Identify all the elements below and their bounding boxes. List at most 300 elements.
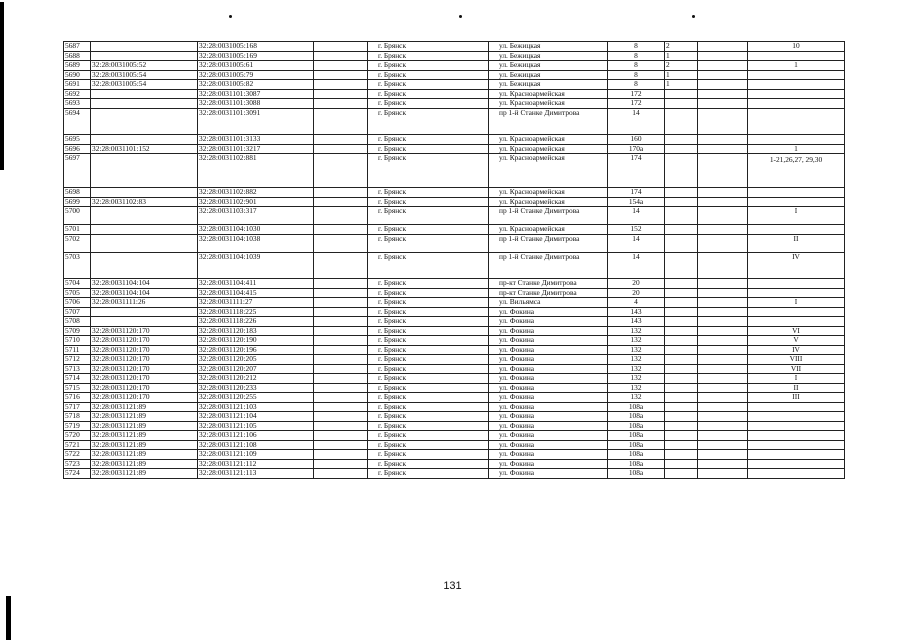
empty-cell: [698, 364, 748, 374]
premises-number: [748, 80, 845, 90]
empty-cell: [314, 459, 368, 469]
house-number: 160: [608, 135, 665, 145]
premises-number: VI: [748, 326, 845, 336]
empty-cell: [314, 99, 368, 109]
register-table: [63, 41, 845, 479]
empty-cell: [314, 197, 368, 207]
table-row: [64, 326, 845, 336]
unit-cell: [665, 402, 698, 412]
parent-cadastral-number: 32:28:0031121:89: [91, 421, 198, 431]
unit-cell: [665, 459, 698, 469]
unit-cell: [665, 108, 698, 135]
empty-cell: [698, 336, 748, 346]
street: ул. Фокина: [489, 307, 608, 317]
city: г. Брянск: [368, 70, 489, 80]
cadastral-number: 32:28:0031121:106: [198, 431, 314, 441]
premises-number: I: [748, 374, 845, 384]
premises-number: [748, 421, 845, 431]
premises-number: III: [748, 393, 845, 403]
city: г. Брянск: [368, 234, 489, 252]
cadastral-number: 32:28:0031102:882: [198, 188, 314, 198]
table-row: [64, 402, 845, 412]
parent-cadastral-number: 32:28:0031120:170: [91, 326, 198, 336]
street: пр 1-й Станке Димитрова: [489, 207, 608, 225]
empty-cell: [698, 450, 748, 460]
unit-cell: 2: [665, 42, 698, 52]
unit-cell: [665, 326, 698, 336]
empty-cell: [698, 51, 748, 61]
unit-cell: [665, 252, 698, 279]
unit-cell: [665, 144, 698, 154]
empty-cell: [314, 234, 368, 252]
street: ул. Красноармейская: [489, 135, 608, 145]
table-row: [64, 80, 845, 90]
table-row: [64, 459, 845, 469]
unit-cell: [665, 345, 698, 355]
parent-cadastral-number: 32:28:0031005:54: [91, 80, 198, 90]
house-number: 108а: [608, 469, 665, 479]
unit-cell: [665, 364, 698, 374]
row-number: 5710: [64, 336, 91, 346]
empty-cell: [698, 197, 748, 207]
table-row: [64, 307, 845, 317]
row-number: 5699: [64, 197, 91, 207]
street: пр 1-й Станке Димитрова: [489, 252, 608, 279]
empty-cell: [698, 144, 748, 154]
table-row: [64, 51, 845, 61]
street: ул. Фокина: [489, 450, 608, 460]
empty-cell: [314, 307, 368, 317]
page-number: 131: [443, 580, 462, 592]
empty-cell: [698, 188, 748, 198]
parent-cadastral-number: 32:28:0031120:170: [91, 345, 198, 355]
unit-cell: 1: [665, 51, 698, 61]
cadastral-number: 32:28:0031121:104: [198, 412, 314, 422]
empty-cell: [698, 374, 748, 384]
row-number: 5696: [64, 144, 91, 154]
row-number: 5724: [64, 469, 91, 479]
table-row: [64, 188, 845, 198]
unit-cell: [665, 440, 698, 450]
unit-cell: [665, 336, 698, 346]
house-number: 143: [608, 317, 665, 327]
house-number: 132: [608, 336, 665, 346]
unit-cell: [665, 431, 698, 441]
table-row: [64, 108, 845, 135]
premises-number: [748, 459, 845, 469]
parent-cadastral-number: [91, 234, 198, 252]
unit-cell: [665, 234, 698, 252]
empty-cell: [314, 207, 368, 225]
empty-cell: [698, 326, 748, 336]
city: г. Брянск: [368, 364, 489, 374]
table-row: [64, 70, 845, 80]
empty-cell: [314, 80, 368, 90]
parent-cadastral-number: 32:28:0031120:170: [91, 336, 198, 346]
row-number: 5705: [64, 288, 91, 298]
table-row: [64, 374, 845, 384]
cadastral-number: 32:28:0031101:3087: [198, 89, 314, 99]
empty-cell: [314, 288, 368, 298]
cadastral-number: 32:28:0031121:109: [198, 450, 314, 460]
house-number: 14: [608, 108, 665, 135]
unit-cell: [665, 421, 698, 431]
premises-number: V: [748, 336, 845, 346]
row-number: 5722: [64, 450, 91, 460]
row-number: 5720: [64, 431, 91, 441]
house-number: 8: [608, 61, 665, 71]
house-number: 14: [608, 252, 665, 279]
city: г. Брянск: [368, 421, 489, 431]
empty-cell: [698, 412, 748, 422]
row-number: 5715: [64, 383, 91, 393]
street: ул. Бежицкая: [489, 51, 608, 61]
city: г. Брянск: [368, 307, 489, 317]
empty-cell: [698, 61, 748, 71]
table-row: [64, 61, 845, 71]
empty-cell: [314, 279, 368, 289]
cadastral-number: 32:28:0031121:113: [198, 469, 314, 479]
row-number: 5697: [64, 154, 91, 188]
parent-cadastral-number: [91, 135, 198, 145]
street: ул. Фокина: [489, 345, 608, 355]
house-number: 8: [608, 80, 665, 90]
cadastral-number: 32:28:0031102:901: [198, 197, 314, 207]
scan-speck: [692, 15, 695, 18]
empty-cell: [698, 89, 748, 99]
unit-cell: [665, 188, 698, 198]
parent-cadastral-number: 32:28:0031121:89: [91, 450, 198, 460]
city: г. Брянск: [368, 355, 489, 365]
premises-number: [748, 99, 845, 109]
table-row: [64, 440, 845, 450]
city: г. Брянск: [368, 144, 489, 154]
premises-number: II: [748, 234, 845, 252]
table-row: [64, 317, 845, 327]
house-number: 8: [608, 42, 665, 52]
empty-cell: [314, 61, 368, 71]
parent-cadastral-number: 32:28:0031104:104: [91, 288, 198, 298]
row-number: 5702: [64, 234, 91, 252]
row-number: 5711: [64, 345, 91, 355]
house-number: 108а: [608, 412, 665, 422]
cadastral-number: 32:28:0031102:881: [198, 154, 314, 188]
cadastral-number: 32:28:0031104:1030: [198, 225, 314, 235]
table-row: [64, 234, 845, 252]
street: пр 1-й Станке Димитрова: [489, 108, 608, 135]
cadastral-number: 32:28:0031104:1039: [198, 252, 314, 279]
cadastral-number: 32:28:0031005:168: [198, 42, 314, 52]
city: г. Брянск: [368, 207, 489, 225]
empty-cell: [314, 70, 368, 80]
city: г. Брянск: [368, 393, 489, 403]
house-number: 108а: [608, 440, 665, 450]
empty-cell: [314, 144, 368, 154]
premises-number: [748, 450, 845, 460]
premises-number: I: [748, 298, 845, 308]
cadastral-number: 32:28:0031120:205: [198, 355, 314, 365]
street: ул. Фокина: [489, 355, 608, 365]
unit-cell: [665, 317, 698, 327]
empty-cell: [314, 421, 368, 431]
street: ул. Фокина: [489, 317, 608, 327]
table-row: [64, 393, 845, 403]
empty-cell: [314, 317, 368, 327]
cadastral-number: 32:28:0031120:212: [198, 374, 314, 384]
parent-cadastral-number: 32:28:0031121:89: [91, 402, 198, 412]
house-number: 132: [608, 383, 665, 393]
parent-cadastral-number: 32:28:0031121:89: [91, 469, 198, 479]
parent-cadastral-number: 32:28:0031121:89: [91, 412, 198, 422]
house-number: 172: [608, 99, 665, 109]
scan-speck: [459, 15, 462, 18]
row-number: 5695: [64, 135, 91, 145]
unit-cell: 1: [665, 80, 698, 90]
empty-cell: [314, 345, 368, 355]
city: г. Брянск: [368, 279, 489, 289]
row-number: 5712: [64, 355, 91, 365]
table-row: [64, 252, 845, 279]
table-row: [64, 469, 845, 479]
empty-cell: [314, 402, 368, 412]
city: г. Брянск: [368, 51, 489, 61]
premises-number: 1: [748, 61, 845, 71]
cadastral-number: 32:28:0031103:317: [198, 207, 314, 225]
empty-cell: [314, 154, 368, 188]
register-table-body: [64, 42, 845, 479]
table-row: [64, 225, 845, 235]
scan-speck: [229, 15, 232, 18]
cadastral-number: 32:28:0031005:79: [198, 70, 314, 80]
street: пр 1-й Станке Димитрова: [489, 234, 608, 252]
city: г. Брянск: [368, 459, 489, 469]
empty-cell: [698, 431, 748, 441]
city: г. Брянск: [368, 317, 489, 327]
parent-cadastral-number: [91, 225, 198, 235]
cadastral-number: 32:28:0031120:183: [198, 326, 314, 336]
premises-number: [748, 288, 845, 298]
street: ул. Фокина: [489, 383, 608, 393]
city: г. Брянск: [368, 383, 489, 393]
city: г. Брянск: [368, 298, 489, 308]
street: ул. Бежицкая: [489, 70, 608, 80]
parent-cadastral-number: [91, 154, 198, 188]
street: ул. Фокина: [489, 393, 608, 403]
street: ул. Фокина: [489, 374, 608, 384]
parent-cadastral-number: [91, 108, 198, 135]
street: ул. Красноармейская: [489, 197, 608, 207]
row-number: 5704: [64, 279, 91, 289]
street: ул. Красноармейская: [489, 99, 608, 109]
cadastral-number: 32:28:0031104:415: [198, 288, 314, 298]
unit-cell: [665, 307, 698, 317]
empty-cell: [698, 225, 748, 235]
parent-cadastral-number: 32:28:0031111:26: [91, 298, 198, 308]
empty-cell: [698, 70, 748, 80]
empty-cell: [698, 135, 748, 145]
house-number: 108а: [608, 421, 665, 431]
table-row: [64, 345, 845, 355]
empty-cell: [698, 317, 748, 327]
unit-cell: [665, 89, 698, 99]
cadastral-number: 32:28:0031104:411: [198, 279, 314, 289]
city: г. Брянск: [368, 288, 489, 298]
row-number: 5721: [64, 440, 91, 450]
unit-cell: 2: [665, 61, 698, 71]
city: г. Брянск: [368, 89, 489, 99]
house-number: 20: [608, 288, 665, 298]
street: ул. Бежицкая: [489, 42, 608, 52]
premises-number: [748, 440, 845, 450]
unit-cell: [665, 279, 698, 289]
cadastral-number: 32:28:0031118:226: [198, 317, 314, 327]
cadastral-number: 32:28:0031120:233: [198, 383, 314, 393]
row-number: 5693: [64, 99, 91, 109]
table-row: [64, 288, 845, 298]
city: г. Брянск: [368, 469, 489, 479]
cadastral-number: 32:28:0031104:1038: [198, 234, 314, 252]
house-number: 174: [608, 188, 665, 198]
table-row: [64, 154, 845, 188]
street: ул. Фокина: [489, 402, 608, 412]
empty-cell: [698, 154, 748, 188]
street: ул. Фокина: [489, 326, 608, 336]
empty-cell: [698, 440, 748, 450]
cadastral-number: 32:28:0031120:190: [198, 336, 314, 346]
row-number: 5691: [64, 80, 91, 90]
city: г. Брянск: [368, 412, 489, 422]
cadastral-number: 32:28:0031121:108: [198, 440, 314, 450]
row-number: 5700: [64, 207, 91, 225]
city: г. Брянск: [368, 61, 489, 71]
city: г. Брянск: [368, 135, 489, 145]
parent-cadastral-number: 32:28:0031104:104: [91, 279, 198, 289]
cadastral-number: 32:28:0031005:61: [198, 61, 314, 71]
premises-number: I: [748, 207, 845, 225]
house-number: 152: [608, 225, 665, 235]
city: г. Брянск: [368, 108, 489, 135]
empty-cell: [314, 431, 368, 441]
cadastral-number: 32:28:0031101:3088: [198, 99, 314, 109]
table-row: [64, 89, 845, 99]
city: г. Брянск: [368, 374, 489, 384]
cadastral-number: 32:28:0031118:225: [198, 307, 314, 317]
parent-cadastral-number: [91, 51, 198, 61]
empty-cell: [314, 393, 368, 403]
row-number: 5708: [64, 317, 91, 327]
parent-cadastral-number: [91, 89, 198, 99]
row-number: 5723: [64, 459, 91, 469]
unit-cell: [665, 393, 698, 403]
row-number: 5713: [64, 364, 91, 374]
premises-number: 10: [748, 42, 845, 52]
table-row: [64, 207, 845, 225]
city: г. Брянск: [368, 225, 489, 235]
cadastral-number: 32:28:0031005:82: [198, 80, 314, 90]
unit-cell: [665, 355, 698, 365]
empty-cell: [314, 42, 368, 52]
parent-cadastral-number: [91, 307, 198, 317]
street: ул. Фокина: [489, 336, 608, 346]
empty-cell: [698, 288, 748, 298]
city: г. Брянск: [368, 99, 489, 109]
premises-number: [748, 469, 845, 479]
unit-cell: [665, 383, 698, 393]
premises-number: [748, 279, 845, 289]
street: ул. Красноармейская: [489, 225, 608, 235]
empty-cell: [698, 42, 748, 52]
empty-cell: [698, 402, 748, 412]
house-number: 108а: [608, 402, 665, 412]
table-row: [64, 355, 845, 365]
street: ул. Красноармейская: [489, 89, 608, 99]
row-number: 5694: [64, 108, 91, 135]
city: г. Брянск: [368, 252, 489, 279]
row-number: 5688: [64, 51, 91, 61]
unit-cell: [665, 135, 698, 145]
unit-cell: [665, 469, 698, 479]
empty-cell: [314, 412, 368, 422]
cadastral-number: 32:28:0031101:3217: [198, 144, 314, 154]
empty-cell: [698, 298, 748, 308]
empty-cell: [698, 252, 748, 279]
parent-cadastral-number: 32:28:0031120:170: [91, 393, 198, 403]
empty-cell: [698, 355, 748, 365]
table-row: [64, 42, 845, 52]
premises-number: 1: [748, 144, 845, 154]
row-number: 5701: [64, 225, 91, 235]
cadastral-number: 32:28:0031120:196: [198, 345, 314, 355]
parent-cadastral-number: [91, 42, 198, 52]
street: ул. Фокина: [489, 364, 608, 374]
premises-number: [748, 135, 845, 145]
street: ул. Фокина: [489, 421, 608, 431]
empty-cell: [314, 469, 368, 479]
empty-cell: [698, 421, 748, 431]
city: г. Брянск: [368, 80, 489, 90]
parent-cadastral-number: 32:28:0031121:89: [91, 459, 198, 469]
parent-cadastral-number: 32:28:0031005:52: [91, 61, 198, 71]
street: пр-кт Станке Димитрова: [489, 279, 608, 289]
unit-cell: [665, 207, 698, 225]
unit-cell: 1: [665, 70, 698, 80]
house-number: 8: [608, 51, 665, 61]
house-number: 108а: [608, 450, 665, 460]
street: пр-кт Станке Димитрова: [489, 288, 608, 298]
unit-cell: [665, 412, 698, 422]
row-number: 5714: [64, 374, 91, 384]
empty-cell: [314, 326, 368, 336]
house-number: 132: [608, 364, 665, 374]
city: г. Брянск: [368, 345, 489, 355]
house-number: 132: [608, 326, 665, 336]
premises-number: II: [748, 383, 845, 393]
street: ул. Красноармейская: [489, 154, 608, 188]
house-number: 4: [608, 298, 665, 308]
empty-cell: [314, 135, 368, 145]
premises-number: [748, 307, 845, 317]
cadastral-number: 32:28:0031121:105: [198, 421, 314, 431]
premises-number: IV: [748, 345, 845, 355]
parent-cadastral-number: 32:28:0031120:170: [91, 355, 198, 365]
parent-cadastral-number: 32:28:0031005:54: [91, 70, 198, 80]
street: ул. Фокина: [489, 459, 608, 469]
row-number: 5689: [64, 61, 91, 71]
house-number: 132: [608, 355, 665, 365]
premises-number: VII: [748, 364, 845, 374]
street: ул. Фокина: [489, 469, 608, 479]
parent-cadastral-number: 32:28:0031121:89: [91, 440, 198, 450]
